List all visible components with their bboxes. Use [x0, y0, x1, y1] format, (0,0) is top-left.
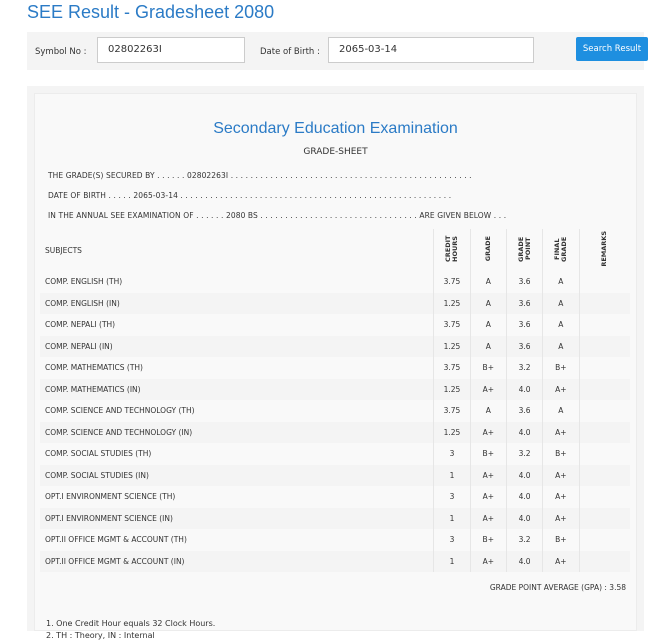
- grade-point-cell: 4.0: [506, 551, 542, 573]
- subject-cell: OPT.I ENVIRONMENT SCIENCE (IN): [40, 508, 434, 530]
- gpa-summary: GRADE POINT AVERAGE (GPA) : 3.58: [489, 583, 626, 592]
- table-row: [40, 379, 630, 401]
- credit-hours-cell: 3: [434, 529, 470, 551]
- grade-cell: A: [470, 400, 506, 422]
- grade-point-cell: 4.0: [506, 465, 542, 487]
- header-credit-hours: CREDIT HOURS: [434, 229, 470, 271]
- subject-cell: COMP. MATHEMATICS (TH): [40, 357, 434, 379]
- grade-point-cell: 3.6: [506, 293, 542, 315]
- subject-cell: COMP. SCIENCE AND TECHNOLOGY (TH): [40, 400, 434, 422]
- grade-cell: A+: [470, 465, 506, 487]
- final-grade-cell: A+: [543, 422, 579, 444]
- credit-hours-cell: 3: [434, 443, 470, 465]
- grade-cell: A+: [470, 422, 506, 444]
- final-grade-cell: A: [543, 400, 579, 422]
- grade-cell: A+: [470, 379, 506, 401]
- table-row: [40, 336, 630, 358]
- table-row: [40, 529, 630, 551]
- grade-cell: A: [470, 271, 506, 293]
- header-subjects: SUBJECTS: [45, 245, 82, 255]
- remarks-cell: [579, 293, 630, 315]
- credit-hours-cell: 1.25: [434, 379, 470, 401]
- grade-cell: A: [470, 314, 506, 336]
- table-row: [40, 486, 630, 508]
- grade-cell: A+: [470, 486, 506, 508]
- credit-hours-cell: 1: [434, 508, 470, 530]
- subject-cell: COMP. SCIENCE AND TECHNOLOGY (IN): [40, 422, 434, 444]
- subject-cell: OPT.II OFFICE MGMT & ACCOUNT (TH): [40, 529, 434, 551]
- subject-cell: COMP. ENGLISH (IN): [40, 293, 434, 315]
- credit-hours-cell: 3.75: [434, 271, 470, 293]
- grade-point-cell: 3.2: [506, 357, 542, 379]
- subject-cell: COMP. SOCIAL STUDIES (TH): [40, 443, 434, 465]
- subject-cell: COMP. NEPALI (IN): [40, 336, 434, 358]
- subject-cell: OPT.I ENVIRONMENT SCIENCE (TH): [40, 486, 434, 508]
- page-title: SEE Result - Gradesheet 2080: [27, 2, 275, 22]
- header-grade: GRADE: [470, 229, 506, 271]
- remarks-cell: [579, 508, 630, 530]
- credit-hours-cell: 1: [434, 465, 470, 487]
- final-grade-cell: B+: [543, 357, 579, 379]
- grade-point-cell: 3.6: [506, 336, 542, 358]
- final-grade-cell: A+: [543, 551, 579, 573]
- grade-cell: A: [470, 336, 506, 358]
- remarks-cell: [579, 486, 630, 508]
- final-grade-cell: A: [543, 293, 579, 315]
- result-container: [27, 86, 644, 640]
- secured-by-line: THE GRADE(S) SECURED BY . . . . . . 02802263I . . . . . . . . . . . . . . . . . . . . . . . . . . . . . . . . . . . . . . . . . . . . . . . . .: [48, 171, 472, 180]
- remarks-cell: [579, 529, 630, 551]
- table-row: [40, 271, 630, 293]
- subject-cell: COMP. NEPALI (TH): [40, 314, 434, 336]
- remarks-cell: [579, 357, 630, 379]
- exam-title: Secondary Education Examination: [213, 120, 458, 137]
- grade-cell: A: [470, 293, 506, 315]
- grade-sheet: [34, 93, 637, 640]
- table-header-row: [40, 229, 630, 271]
- search-result-button[interactable]: Search Result: [576, 37, 648, 61]
- table-row: [40, 551, 630, 573]
- final-grade-cell: A+: [543, 486, 579, 508]
- note-item: 2. TH : Theory, IN : Internal: [46, 631, 155, 640]
- grade-sheet-title: GRADE-SHEET: [303, 147, 368, 157]
- final-grade-cell: B+: [543, 529, 579, 551]
- grade-cell: A+: [470, 508, 506, 530]
- grade-cell: A+: [470, 551, 506, 573]
- credit-hours-cell: 1: [434, 551, 470, 573]
- credit-hours-cell: 3.75: [434, 400, 470, 422]
- header-final-grade: FINAL GRADE: [543, 229, 579, 271]
- final-grade-cell: A: [543, 336, 579, 358]
- grade-cell: B+: [470, 357, 506, 379]
- header-remarks: REMARKS: [579, 229, 630, 271]
- grades-table: [40, 229, 630, 572]
- subject-cell: COMP. MATHEMATICS (IN): [40, 379, 434, 401]
- credit-hours-cell: 3.75: [434, 314, 470, 336]
- credit-hours-cell: 1.25: [434, 422, 470, 444]
- grade-point-cell: 3.2: [506, 443, 542, 465]
- remarks-cell: [579, 379, 630, 401]
- credit-hours-cell: 3: [434, 486, 470, 508]
- remarks-cell: [579, 400, 630, 422]
- grade-point-cell: 3.6: [506, 271, 542, 293]
- remarks-cell: [579, 271, 630, 293]
- note-item: 1. One Credit Hour equals 32 Clock Hours.: [46, 619, 216, 628]
- header-grade-point: GRADE POINT: [506, 229, 542, 271]
- remarks-cell: [579, 443, 630, 465]
- final-grade-cell: A+: [543, 508, 579, 530]
- table-row: [40, 465, 630, 487]
- symbol-no-input[interactable]: 02802263I: [97, 37, 245, 63]
- dob-input[interactable]: 2065-03-14: [328, 37, 534, 63]
- notes: [46, 618, 215, 642]
- dob-line: DATE OF BIRTH . . . . . 2065-03-14 . . . . . . . . . . . . . . . . . . . . . . . . . . . . . . . . . . . . . . . . . . . . . . . . . . . . . . .: [48, 191, 452, 200]
- remarks-cell: [579, 314, 630, 336]
- search-form: [27, 32, 644, 70]
- final-grade-cell: A: [543, 271, 579, 293]
- grade-point-cell: 4.0: [506, 508, 542, 530]
- grade-point-cell: 4.0: [506, 486, 542, 508]
- table-row: [40, 422, 630, 444]
- grade-cell: B+: [470, 443, 506, 465]
- table-row: [40, 400, 630, 422]
- remarks-cell: [579, 336, 630, 358]
- symbol-no-label: Symbol No :: [35, 47, 87, 57]
- credit-hours-cell: 1.25: [434, 336, 470, 358]
- grade-point-cell: 4.0: [506, 379, 542, 401]
- final-grade-cell: A+: [543, 465, 579, 487]
- grade-cell: B+: [470, 529, 506, 551]
- table-row: [40, 357, 630, 379]
- table-row: [40, 508, 630, 530]
- subject-cell: OPT.II OFFICE MGMT & ACCOUNT (IN): [40, 551, 434, 573]
- remarks-cell: [579, 465, 630, 487]
- remarks-cell: [579, 551, 630, 573]
- grade-point-cell: 3.6: [506, 400, 542, 422]
- table-row: [40, 443, 630, 465]
- table-row: [40, 293, 630, 315]
- subject-cell: COMP. SOCIAL STUDIES (IN): [40, 465, 434, 487]
- grade-point-cell: 4.0: [506, 422, 542, 444]
- final-grade-cell: A: [543, 314, 579, 336]
- grade-point-cell: 3.2: [506, 529, 542, 551]
- exam-line: IN THE ANNUAL SEE EXAMINATION OF . . . . . . 2080 BS . . . . . . . . . . . . . . . . . . . . . . . . . . . . . . . . ARE GIVEN BELOW . . .: [48, 211, 507, 220]
- grade-point-cell: 3.6: [506, 314, 542, 336]
- credit-hours-cell: 1.25: [434, 293, 470, 315]
- final-grade-cell: B+: [543, 443, 579, 465]
- subject-cell: COMP. ENGLISH (TH): [40, 271, 434, 293]
- credit-hours-cell: 3.75: [434, 357, 470, 379]
- remarks-cell: [579, 422, 630, 444]
- dob-label: Date of Birth :: [260, 47, 320, 57]
- final-grade-cell: A+: [543, 379, 579, 401]
- table-row: [40, 314, 630, 336]
